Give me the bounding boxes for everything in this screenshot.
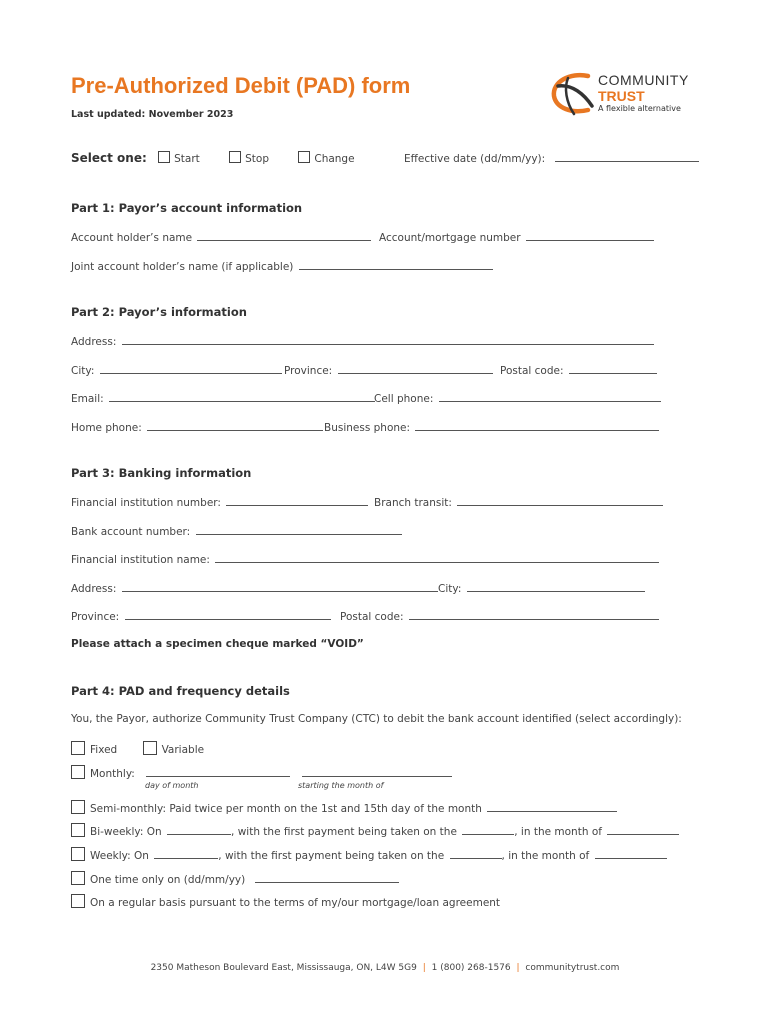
payor-postal-field[interactable] <box>569 363 657 374</box>
one-time-label: One time only on (dd/mm/yy) <box>90 874 246 886</box>
one-time-checkbox[interactable] <box>71 871 85 885</box>
select-one-row <box>71 151 355 165</box>
biweekly-first-payment-label: , with the first payment being taken on the <box>231 826 457 838</box>
payor-province-label: Province: <box>284 365 333 377</box>
bank-postal-field[interactable] <box>409 609 659 620</box>
fin-inst-number-row <box>71 495 368 509</box>
option-stop[interactable] <box>229 151 269 165</box>
account-holder-field[interactable] <box>197 230 371 241</box>
community-trust-logo <box>548 72 708 118</box>
bank-province-row <box>71 609 331 623</box>
part4-heading: Part 4: PAD and frequency details <box>71 684 290 698</box>
last-updated: Last updated: November 2023 <box>71 109 234 120</box>
biweekly-day-field[interactable] <box>167 824 231 835</box>
footer-address: 2350 Matheson Boulevard East, Mississauga, ON, L4W 5G9 <box>150 963 417 973</box>
payor-home-phone-field[interactable] <box>147 420 323 431</box>
payor-province-field[interactable] <box>338 363 493 374</box>
weekly-month-label: , in the month of <box>501 850 590 862</box>
bank-postal-label: Postal code: <box>340 611 404 623</box>
payor-city-label: City: <box>71 365 95 377</box>
one-time-date-field[interactable] <box>255 872 399 883</box>
fixed-checkbox[interactable] <box>71 741 85 755</box>
option-fixed[interactable] <box>71 741 117 756</box>
branch-transit-row <box>374 495 663 509</box>
logo-text-community: COMMUNITY <box>598 72 689 88</box>
bank-city-field[interactable] <box>467 581 645 592</box>
option-change[interactable] <box>298 151 354 165</box>
void-cheque-note: Please attach a specimen cheque marked “VOID” <box>71 638 364 650</box>
footer-separator: | <box>422 963 426 973</box>
branch-transit-field[interactable] <box>457 495 663 506</box>
payor-email-field[interactable] <box>109 391 375 402</box>
weekly-first-payment-label: , with the first payment being taken on the <box>218 850 445 862</box>
one-time-row <box>71 871 399 886</box>
regular-basis-checkbox[interactable] <box>71 894 85 908</box>
account-holder-label: Account holder’s name <box>71 232 193 244</box>
stop-label: Stop <box>245 153 270 165</box>
fixed-variable-row <box>71 741 204 756</box>
monthly-label: Monthly: <box>90 768 135 780</box>
logo-tagline: A flexible alternative <box>598 104 681 113</box>
payor-province-row <box>284 363 493 377</box>
payor-postal-label: Postal code: <box>500 365 564 377</box>
joint-holder-field[interactable] <box>299 259 493 270</box>
page-title: Pre-Authorized Debit (PAD) form <box>71 73 411 98</box>
part2-heading: Part 2: Payor’s information <box>71 305 247 319</box>
account-number-row <box>379 230 654 244</box>
day-of-month-caption: day of month <box>145 781 199 790</box>
change-label: Change <box>314 153 355 165</box>
monthly-row <box>71 765 452 780</box>
biweekly-checkbox[interactable] <box>71 823 85 837</box>
payor-business-phone-field[interactable] <box>415 420 659 431</box>
page-footer <box>0 963 770 973</box>
account-number-label: Account/mortgage number <box>379 232 521 244</box>
stop-checkbox[interactable] <box>229 151 241 163</box>
branch-transit-label: Branch transit: <box>374 497 452 509</box>
monthly-start-month-field[interactable] <box>302 766 452 777</box>
bank-city-label: City: <box>438 583 462 595</box>
weekly-month-field[interactable] <box>595 848 667 859</box>
bank-address-row <box>71 581 438 595</box>
account-number-field[interactable] <box>526 230 654 241</box>
payor-city-row <box>71 363 282 377</box>
bank-postal-row <box>340 609 659 623</box>
starting-month-caption: starting the month of <box>298 781 384 790</box>
bank-address-label: Address: <box>71 583 117 595</box>
select-one-label: Select one: <box>71 151 147 165</box>
part3-heading: Part 3: Banking information <box>71 466 252 480</box>
payor-home-phone-row <box>71 420 323 434</box>
payor-cell-field[interactable] <box>439 391 661 402</box>
biweekly-label: Bi-weekly: On <box>90 826 162 838</box>
payor-cell-row <box>374 391 661 405</box>
fin-inst-name-field[interactable] <box>215 552 659 563</box>
weekly-label: Weekly: On <box>90 850 149 862</box>
semi-monthly-field[interactable] <box>487 801 617 812</box>
fixed-label: Fixed <box>90 744 118 756</box>
option-start[interactable] <box>158 151 200 165</box>
payor-address-label: Address: <box>71 336 117 348</box>
bank-province-label: Province: <box>71 611 120 623</box>
payor-cell-label: Cell phone: <box>374 393 434 405</box>
bank-province-field[interactable] <box>125 609 331 620</box>
logo-swoosh-icon <box>548 72 596 118</box>
semi-monthly-row <box>71 800 617 815</box>
bank-address-field[interactable] <box>122 581 438 592</box>
payor-business-phone-label: Business phone: <box>324 422 411 434</box>
part4-intro: You, the Payor, authorize Community Trust Company (CTC) to debit the bank account identified (select accordingly): <box>71 713 682 725</box>
biweekly-row <box>71 823 679 838</box>
weekly-checkbox[interactable] <box>71 847 85 861</box>
fin-inst-number-label: Financial institution number: <box>71 497 221 509</box>
fin-inst-name-row <box>71 552 659 566</box>
bank-account-number-row <box>71 524 402 538</box>
weekly-row <box>71 847 667 862</box>
logo-text-trust: TRUST <box>598 88 645 104</box>
weekly-day-field[interactable] <box>154 848 218 859</box>
monthly-day-field[interactable] <box>146 766 290 777</box>
joint-holder-label: Joint account holder’s name (if applicable) <box>71 261 294 273</box>
payor-address-row <box>71 334 654 348</box>
monthly-checkbox[interactable] <box>71 765 85 779</box>
semi-monthly-label: Semi-monthly: Paid twice per month on the 1st and 15th day of the month <box>90 803 482 815</box>
regular-basis-row <box>71 894 500 909</box>
payor-address-field[interactable] <box>122 334 654 345</box>
account-holder-row <box>71 230 371 244</box>
footer-website-link[interactable]: communitytrust.com <box>525 963 620 973</box>
payor-business-phone-row <box>324 420 659 434</box>
footer-separator: | <box>516 963 520 973</box>
variable-label: Variable <box>161 744 205 756</box>
payor-home-phone-label: Home phone: <box>71 422 142 434</box>
biweekly-month-label: , in the month of <box>514 826 602 838</box>
biweekly-month-field[interactable] <box>607 824 679 835</box>
fin-inst-number-field[interactable] <box>226 495 368 506</box>
start-checkbox[interactable] <box>158 151 170 163</box>
effective-date-row <box>404 151 699 165</box>
bank-account-number-field[interactable] <box>196 524 402 535</box>
start-label: Start <box>174 153 200 165</box>
change-checkbox[interactable] <box>298 151 310 163</box>
payor-email-label: Email: <box>71 393 104 405</box>
joint-holder-row <box>71 259 493 273</box>
variable-checkbox[interactable] <box>143 741 157 755</box>
footer-phone: 1 (800) 268-1576 <box>431 963 511 973</box>
effective-date-label: Effective date (dd/mm/yy): <box>404 153 546 165</box>
payor-email-row <box>71 391 375 405</box>
payor-postal-row <box>500 363 657 377</box>
option-variable[interactable] <box>143 741 205 756</box>
payor-city-field[interactable] <box>100 363 282 374</box>
semi-monthly-checkbox[interactable] <box>71 800 85 814</box>
fin-inst-name-label: Financial institution name: <box>71 554 210 566</box>
biweekly-first-payment-field[interactable] <box>462 824 514 835</box>
bank-city-row <box>438 581 645 595</box>
effective-date-field[interactable] <box>555 151 699 162</box>
weekly-first-payment-field[interactable] <box>450 848 502 859</box>
regular-basis-label: On a regular basis pursuant to the terms of my/our mortgage/loan agreement <box>90 897 501 909</box>
bank-account-number-label: Bank account number: <box>71 526 191 538</box>
part1-heading: Part 1: Payor’s account information <box>71 201 303 215</box>
